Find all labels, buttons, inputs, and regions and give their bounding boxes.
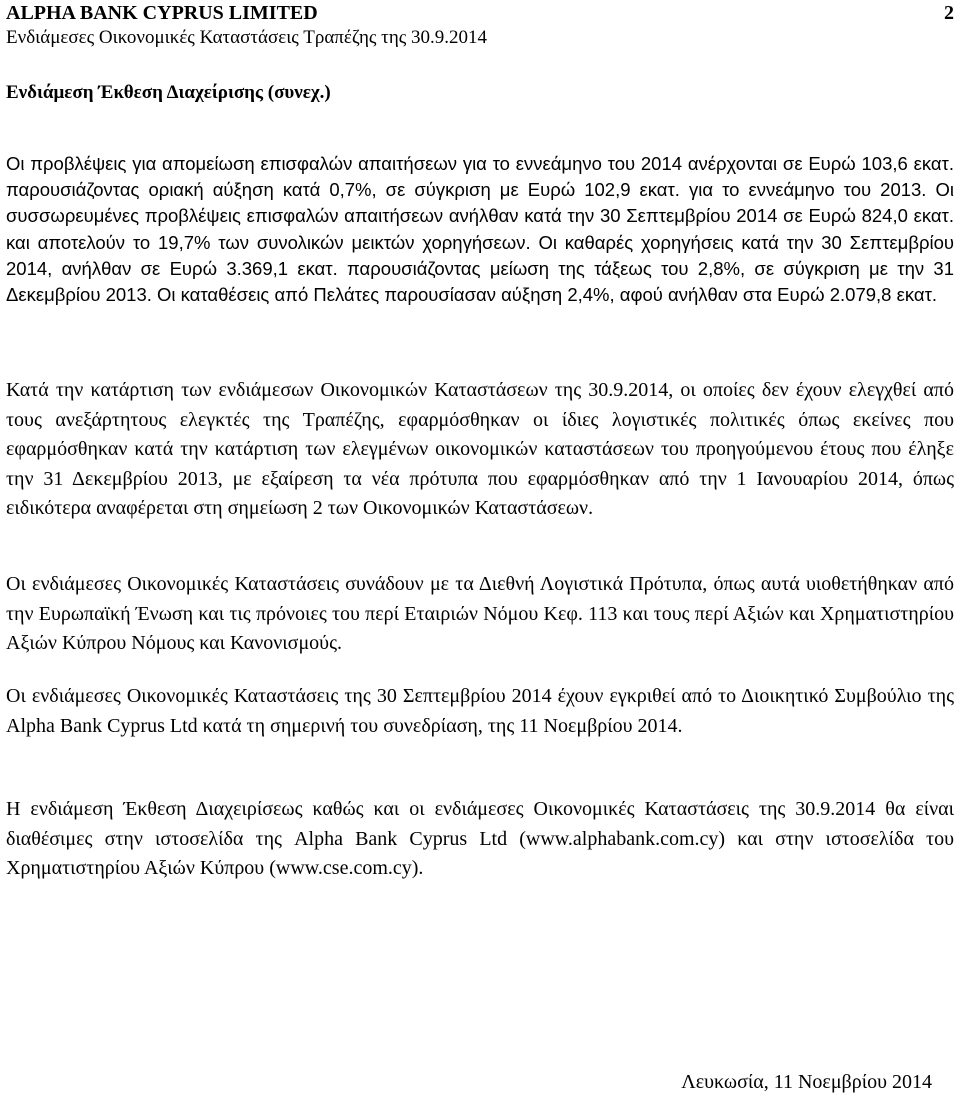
company-name: ALPHA BANK CYPRUS LIMITED [6, 2, 318, 24]
paragraph-availability: Η ενδιάμεση Έκθεση Διαχειρίσεως καθώς και οι ενδιάμεσες Οικονομικές Καταστάσεις της 30.9.2014 θα είναι διαθέσιμες στην ιστοσελίδα της Alpha Bank Cyprus Ltd (www.alphabank.com.cy) και στην ιστοσελίδα του Χρηματιστηρίου Αξιών Κύπρου (www.cse.com.cy). [6, 798, 954, 879]
place-date: Λευκωσία, 11 Νοεμβρίου 2014 [681, 1071, 932, 1093]
paragraph-accounting-policies: Κατά την κατάρτιση των ενδιάμεσων Οικονομικών Καταστάσεων της 30.9.2014, οι οποίες δεν έχουν ελεγχθεί από τους ανεξάρτητους ελεγκτές της Τραπέζης, εφαρμόσθηκαν οι ίδιες λογιστικές πολιτικές όπως εκείνες που εφαρμόσθηκαν κατά την κατάρτιση των ελεγμένων οικονομικών καταστάσεων του προηγούμενου έτους που έληξε την 31 Δεκεμβρίου 2013, με εξαίρεση τα νέα πρότυπα που εφαρμόσθηκαν από την 1 Ιανουαρίου 2014, όπως ειδικότερα αναφέρεται στη σημείωση 2 των Οικονομικών Καταστάσεων. [6, 379, 954, 519]
paragraph-provisions: Οι προβλέψεις για απομείωση επισφαλών απαιτήσεων για το εννεάμηνο του 2014 ανέρχονται σε Ευρώ 103,6 εκατ. παρουσιάζοντας οριακή αύξηση κατά 0,7%, σε σύγκριση με Ευρώ 102,9 εκατ. για το εννεάμηνο του 2013. Οι συσσωρευμένες προβλέψεις επισφαλών απαιτήσεων ανήλθαν κατά την 30 Σεπτεμβρίου 2014 σε Ευρώ 824,0 εκατ. και αποτελούν το 19,7% των συνολικών μεικτών χορηγήσεων. Οι καθαρές χορηγήσεις κατά την 30 Σεπτεμβρίου 2014, ανήλθαν σε Ευρώ 3.369,1 εκατ. παρουσιάζοντας μείωση της τάξεως του 2,8%, σε σύγκριση με την 31 Δεκεμβρίου 2013. Οι καταθέσεις από Πελάτες παρουσίασαν αύξηση 2,4%, αφού ανήλθαν στα Ευρώ 2.079,8 εκατ. [6, 153, 954, 306]
paragraph-board-approval: Οι ενδιάμεσες Οικονομικές Καταστάσεις της 30 Σεπτεμβρίου 2014 έχουν εγκριθεί από το Διοικητικό Συμβούλιο της Alpha Bank Cyprus Ltd κατά τη σημερινή του συνεδρίαση, της 11 Νοεμβρίου 2014. [6, 685, 954, 737]
document-page [6, 0, 954, 1098]
document-subtitle: Ενδιάμεσες Οικονομικές Καταστάσεις Τραπέζης της 30.9.2014 [6, 27, 488, 48]
page-number: 2 [944, 2, 954, 24]
section-title: Ενδιάμεση Έκθεση Διαχείρισης (συνεχ.) [6, 82, 331, 103]
paragraph-ifrs-compliance: Οι ενδιάμεσες Οικονομικές Καταστάσεις συνάδουν με τα Διεθνή Λογιστικά Πρότυπα, όπως αυτά υιοθετήθηκαν από την Ευρωπαϊκή Ένωση και τις πρόνοιες του περί Εταιριών Νόμου Κεφ. 113 και τους περί Αξιών και Χρηματιστηρίου Αξιών Κύπρου Νόμους και Κανονισμούς. [6, 573, 954, 654]
